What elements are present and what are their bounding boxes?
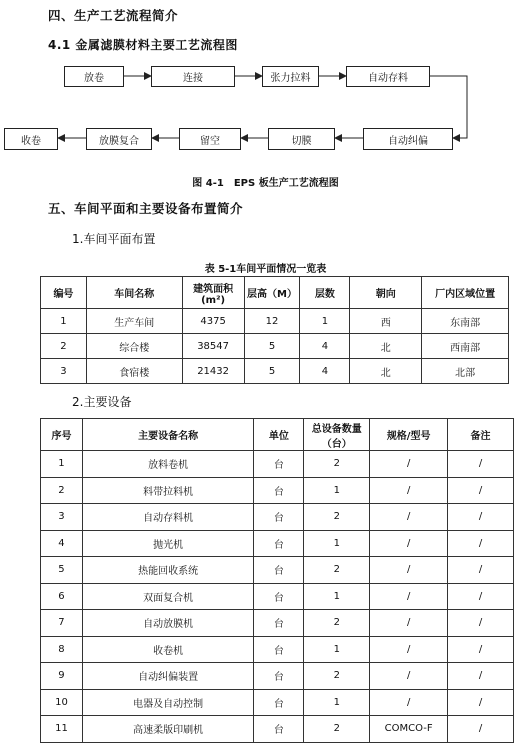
table-cell: /	[448, 610, 514, 637]
table-cell: /	[448, 477, 514, 504]
table-cell: 台	[254, 504, 304, 531]
table-cell: /	[370, 477, 448, 504]
table-cell: /	[448, 504, 514, 531]
item-2-label: 2.主要设备	[72, 395, 132, 409]
table-cell: 东南部	[422, 309, 509, 334]
section-4-heading: 四、生产工艺流程简介	[48, 8, 179, 23]
table-cell: 料带拉料机	[82, 477, 254, 504]
table-cell: 台	[254, 636, 304, 663]
table-2	[40, 418, 514, 743]
table-cell: 收卷机	[82, 636, 254, 663]
table-cell: 1	[41, 309, 87, 334]
table-cell: 抛光机	[82, 530, 254, 557]
table-cell: 7	[41, 610, 83, 637]
flow-step-connect: 连接	[151, 66, 235, 87]
table-cell: /	[370, 610, 448, 637]
table-cell: 自动纠偏装置	[82, 663, 254, 690]
table-cell: 北	[350, 334, 422, 359]
table-cell: 2	[41, 334, 87, 359]
table-2-header-cell: 序号	[41, 419, 83, 451]
table-cell: 综合楼	[86, 334, 182, 359]
table-cell: 2	[304, 610, 370, 637]
table-cell: 食宿楼	[86, 359, 182, 384]
table-cell: 高速柔版印刷机	[82, 716, 254, 743]
table-cell: 2	[304, 663, 370, 690]
table-1-header-cell: 层数	[300, 277, 350, 309]
flow-step-blank: 留空	[179, 128, 241, 150]
table-cell: 5	[244, 334, 300, 359]
table-1-header-cell: 车间名称	[86, 277, 182, 309]
table-cell: 21432	[182, 359, 244, 384]
flow-step-auto-storage: 自动存料	[346, 66, 430, 87]
table-cell: 11	[41, 716, 83, 743]
table-1-header-cell: 编号	[41, 277, 87, 309]
table-cell: 2	[304, 504, 370, 531]
table-cell: 4	[41, 530, 83, 557]
table-cell: /	[370, 689, 448, 716]
table-cell: 5	[41, 557, 83, 584]
table-cell: /	[370, 557, 448, 584]
table-cell: 自动存料机	[82, 504, 254, 531]
table-row	[41, 663, 514, 690]
table-cell: 西南部	[422, 334, 509, 359]
table-cell: 自动放膜机	[82, 610, 254, 637]
table-2-header-row	[41, 419, 514, 451]
table-row	[41, 689, 514, 716]
table-cell: /	[448, 716, 514, 743]
flow-step-rewind: 收卷	[4, 128, 58, 150]
table-cell: 台	[254, 557, 304, 584]
table-cell: 1	[304, 689, 370, 716]
table-cell: 生产车间	[86, 309, 182, 334]
table-cell: 8	[41, 636, 83, 663]
table-2-header-cell: 总设备数量（台）	[304, 419, 370, 451]
table-1-header-cell: 层高（M）	[244, 277, 300, 309]
table-cell: /	[370, 530, 448, 557]
table-2-header-cell: 备注	[448, 419, 514, 451]
section-5-heading: 五、车间平面和主要设备布置简介	[48, 201, 244, 216]
table-cell: 1	[41, 451, 83, 478]
table-cell: 2	[41, 477, 83, 504]
table-cell: 4375	[182, 309, 244, 334]
table-cell: /	[448, 451, 514, 478]
table-cell: /	[370, 663, 448, 690]
table-cell: /	[448, 530, 514, 557]
table-cell: 北	[350, 359, 422, 384]
table-cell: 4	[300, 359, 350, 384]
flow-step-cut-film: 切膜	[268, 128, 335, 150]
table-row	[41, 477, 514, 504]
table-cell: /	[448, 557, 514, 584]
table-1	[40, 276, 509, 384]
table-cell: 放料卷机	[82, 451, 254, 478]
table-cell: 热能回收系统	[82, 557, 254, 584]
table-cell: 台	[254, 451, 304, 478]
table-cell: 3	[41, 504, 83, 531]
table-row	[41, 334, 509, 359]
table-row	[41, 451, 514, 478]
table-cell: /	[448, 583, 514, 610]
table-1-header-cell: 朝向	[350, 277, 422, 309]
table-cell: COMCO-F	[370, 716, 448, 743]
item-1-label: 1.车间平面布置	[72, 232, 156, 246]
table-2-header-cell: 主要设备名称	[82, 419, 254, 451]
table-cell: 12	[244, 309, 300, 334]
flow-step-unwind: 放卷	[64, 66, 124, 87]
table-cell: /	[370, 583, 448, 610]
flow-caption: 图 4-1 EPS 板生产工艺流程图	[192, 178, 339, 189]
table-row	[41, 610, 514, 637]
table-1-header-row	[41, 277, 509, 309]
table-cell: 1	[304, 530, 370, 557]
flow-step-film-laminate: 放膜复合	[86, 128, 152, 150]
table-row	[41, 359, 509, 384]
table-cell: 4	[300, 334, 350, 359]
table-row	[41, 504, 514, 531]
table-cell: 1	[304, 636, 370, 663]
table-cell: 10	[41, 689, 83, 716]
table-row	[41, 716, 514, 743]
table-row	[41, 530, 514, 557]
table-1-caption: 表 5-1车间平面情况一览表	[204, 264, 327, 275]
table-cell: 台	[254, 716, 304, 743]
flow-step-tension-pull: 张力拉料	[262, 66, 319, 87]
table-cell: /	[448, 636, 514, 663]
table-cell: 台	[254, 663, 304, 690]
table-cell: /	[370, 451, 448, 478]
table-cell: 西	[350, 309, 422, 334]
section-4-1-subheading: 4.1 金属滤膜材料主要工艺流程图	[48, 38, 238, 52]
table-cell: 台	[254, 477, 304, 504]
table-cell: 3	[41, 359, 87, 384]
table-cell: 台	[254, 583, 304, 610]
table-cell: 电器及自动控制	[82, 689, 254, 716]
table-cell: 台	[254, 610, 304, 637]
table-cell: 台	[254, 689, 304, 716]
table-cell: /	[448, 689, 514, 716]
table-2-header-cell: 规格/型号	[370, 419, 448, 451]
table-row	[41, 309, 509, 334]
table-row	[41, 636, 514, 663]
table-cell: 5	[244, 359, 300, 384]
table-cell: 2	[304, 557, 370, 584]
table-2-header-cell: 单位	[254, 419, 304, 451]
table-cell: 6	[41, 583, 83, 610]
table-cell: 1	[304, 583, 370, 610]
table-row	[41, 583, 514, 610]
table-row	[41, 557, 514, 584]
flow-arrows	[0, 0, 531, 200]
table-cell: 9	[41, 663, 83, 690]
table-cell: /	[370, 636, 448, 663]
table-1-header-cell: 厂内区域位置	[422, 277, 509, 309]
table-cell: 2	[304, 716, 370, 743]
table-cell: /	[370, 504, 448, 531]
table-cell: 2	[304, 451, 370, 478]
table-cell: 北部	[422, 359, 509, 384]
table-cell: /	[448, 663, 514, 690]
table-cell: 台	[254, 530, 304, 557]
table-cell: 1	[304, 477, 370, 504]
table-cell: 38547	[182, 334, 244, 359]
table-1-header-cell: 建筑面积(m²)	[182, 277, 244, 309]
table-cell: 双面复合机	[82, 583, 254, 610]
table-cell: 1	[300, 309, 350, 334]
flow-step-auto-correct: 自动纠偏	[363, 128, 453, 150]
